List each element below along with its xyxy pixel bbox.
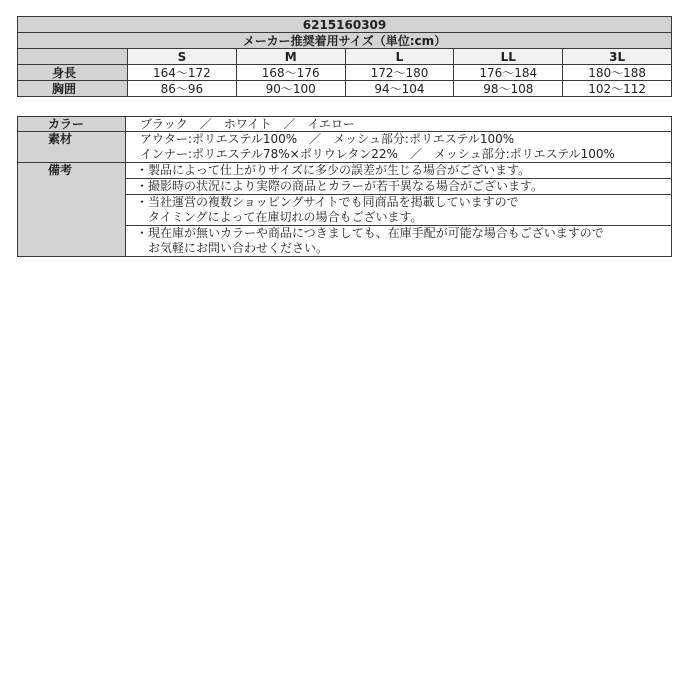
remark-line: ・当社運営の複数ショッピングサイトでも同商品を掲載していますので <box>136 195 519 209</box>
height-ll: 176〜184 <box>454 65 563 81</box>
size-ll: LL <box>454 49 563 65</box>
remarks-row-1 <box>18 163 672 179</box>
color-value: ブラック ／ ホワイト ／ イエロー <box>126 117 672 132</box>
chest-row <box>18 81 672 97</box>
chest-l: 94〜104 <box>345 81 454 97</box>
product-code-row <box>18 17 672 33</box>
height-l: 172〜180 <box>345 65 454 81</box>
size-header-row <box>18 49 672 65</box>
remark-note <box>126 195 672 226</box>
size-table-subtitle: メーカー推奨着用サイズ（単位:cm） <box>18 33 672 49</box>
chest-s: 86〜96 <box>128 81 237 97</box>
remark-note <box>126 163 672 179</box>
product-info-table <box>17 116 672 257</box>
material-label: 素材 <box>18 132 126 163</box>
product-code: 6215160309 <box>18 17 672 33</box>
remark-line: ・現在庫が無いカラーや商品につきましても、在庫手配が可能な場合もございますので <box>136 226 604 240</box>
height-3l: 180〜188 <box>563 65 672 81</box>
height-label: 身長 <box>18 65 128 81</box>
height-row <box>18 65 672 81</box>
height-s: 164〜172 <box>128 65 237 81</box>
chest-ll: 98〜108 <box>454 81 563 97</box>
color-row <box>18 117 672 132</box>
height-m: 168〜176 <box>236 65 345 81</box>
chest-m: 90〜100 <box>236 81 345 97</box>
size-subtitle-row <box>18 33 672 49</box>
remark-line: ・製品によって仕上がりサイズに多少の誤差が生じる場合がございます。 <box>136 163 531 177</box>
remark-note <box>126 226 672 257</box>
size-3l: 3L <box>563 49 672 65</box>
material-value <box>126 132 672 163</box>
remark-note <box>126 179 672 195</box>
color-label: カラー <box>18 117 126 132</box>
size-m: M <box>236 49 345 65</box>
remarks-label: 備考 <box>18 163 126 257</box>
size-s: S <box>128 49 237 65</box>
size-table <box>17 16 672 97</box>
remark-line: ・撮影時の状況により実際の商品とカラーが若干異なる場合がございます。 <box>136 179 544 193</box>
material-line: アウター:ポリエステル100% ／ メッシュ部分:ポリエステル100% <box>140 132 515 146</box>
chest-label: 胸囲 <box>18 81 128 97</box>
material-row <box>18 132 672 163</box>
chest-3l: 102〜112 <box>563 81 672 97</box>
size-l: L <box>345 49 454 65</box>
remark-line: タイミングによって在庫切れの場合もございます。 <box>136 210 423 224</box>
remark-line: お気軽にお問い合わせください。 <box>136 241 329 255</box>
material-line: インナー:ポリエステル78%×ポリウレタン22% ／ メッシュ部分:ポリエステル100% <box>140 147 615 161</box>
size-header-blank <box>18 49 128 65</box>
